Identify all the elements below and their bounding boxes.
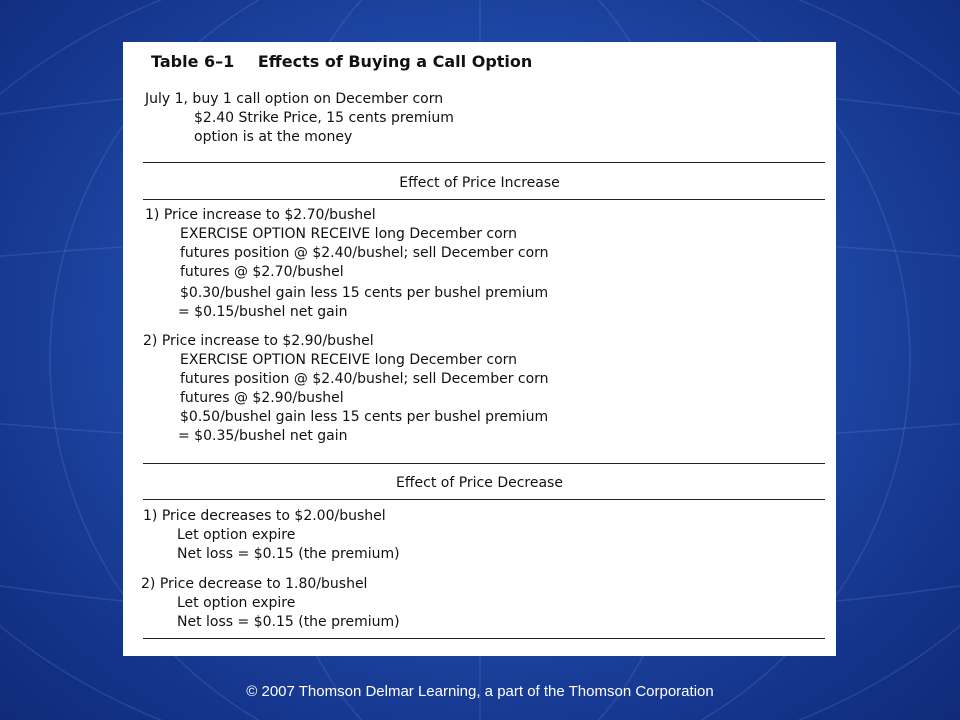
divider: [143, 162, 825, 163]
divider: [143, 463, 825, 464]
increase-case-2-line: futures position @ $2.40/bushel; sell December corn: [180, 371, 549, 387]
increase-case-2-line: $0.50/bushel gain less 15 cents per bushel premium: [180, 409, 549, 425]
table-number: Table 6–1: [151, 52, 235, 71]
divider: [143, 199, 825, 200]
increase-case-1-line: = $0.15/bushel net gain: [178, 304, 348, 320]
increase-case-1-line: $0.30/bushel gain less 15 cents per bushel premium: [180, 285, 549, 301]
intro-line: option is at the money: [194, 129, 353, 145]
decrease-case-2-line: Net loss = $0.15 (the premium): [177, 614, 400, 630]
decrease-case-2-line: 2) Price decrease to 1.80/bushel: [141, 576, 368, 592]
decrease-case-1-line: Let option expire: [177, 527, 296, 543]
table-title-text: Effects of Buying a Call Option: [257, 52, 533, 71]
table-title: [151, 52, 532, 71]
decrease-case-2-line: Let option expire: [177, 595, 296, 611]
copyright-footer: © 2007 Thomson Delmar Learning, a part of the Thomson Corporation: [246, 683, 714, 700]
intro-line: $2.40 Strike Price, 15 cents premium: [194, 110, 454, 126]
intro-line: July 1, buy 1 call option on December corn: [145, 91, 444, 107]
increase-case-2-line: = $0.35/bushel net gain: [178, 428, 348, 444]
divider: [143, 499, 825, 500]
increase-case-2-line: EXERCISE OPTION RECEIVE long December corn: [180, 352, 518, 368]
divider: [143, 638, 825, 639]
increase-case-1-line: futures position @ $2.40/bushel; sell December corn: [180, 245, 549, 261]
increase-case-2-line: futures @ $2.90/bushel: [180, 390, 344, 406]
increase-case-1-line: 1) Price increase to $2.70/bushel: [145, 207, 376, 223]
section-heading-increase: Effect of Price Increase: [399, 175, 560, 191]
increase-case-1-line: EXERCISE OPTION RECEIVE long December corn: [180, 226, 518, 242]
decrease-case-1-line: Net loss = $0.15 (the premium): [177, 546, 400, 562]
decrease-case-1-line: 1) Price decreases to $2.00/bushel: [143, 508, 386, 524]
section-heading-decrease: Effect of Price Decrease: [396, 475, 563, 491]
table-panel: [123, 42, 836, 656]
increase-case-2-line: 2) Price increase to $2.90/bushel: [143, 333, 374, 349]
increase-case-1-line: futures @ $2.70/bushel: [180, 264, 344, 280]
